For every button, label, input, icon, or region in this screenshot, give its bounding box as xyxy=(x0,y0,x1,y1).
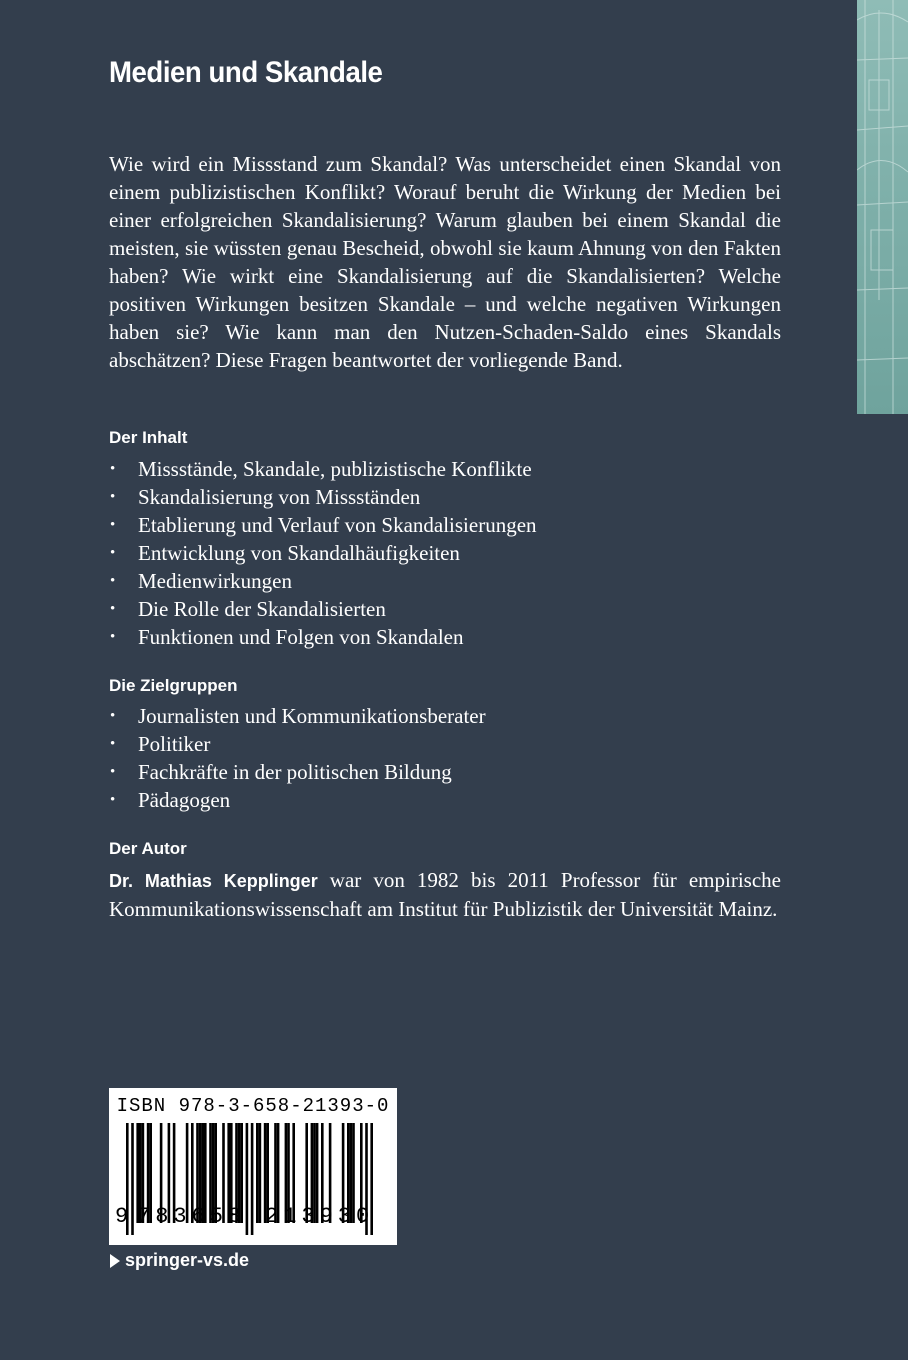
isbn-barcode xyxy=(109,1088,397,1245)
list-item: • Entwicklung von Skandalhäufigkeiten xyxy=(109,539,537,567)
intro-paragraph: Wie wird ein Missstand zum Skandal? Was unterscheidet einen Skandal von einem publizistischen Konflikt? Worauf beruht die Wirkung der Medien bei einer erfolgreichen Skandalisierung? Warum glauben bei einem Skandal die meisten, sie wüssten genau Bescheid, obwohl sie kaum Ahnung von den Fakten haben? Wie wirkt eine Skandalisierung auf die Skandalisierten? Welche positiven Wirkungen besitzen Skandale – und welche negativen Wirkungen haben sie? Wie kann man den Nutzen-Schaden-Saldo eines Skandals abschätzen? Diese Fragen beantwortet der vorliegende Band. xyxy=(109,152,781,372)
list-item: • Fachkräfte in der politischen Bildung xyxy=(109,758,486,786)
list-item: • Etablierung und Verlauf von Skandalisierungen xyxy=(109,511,537,539)
arrow-right-icon xyxy=(110,1254,120,1268)
ean-first-digit: 9 xyxy=(115,1204,129,1229)
architectural-sketch xyxy=(857,0,908,414)
author-heading: Der Autor xyxy=(109,839,187,858)
contents-list xyxy=(109,455,537,651)
contents-heading: Der Inhalt xyxy=(109,428,188,447)
publisher-url: springer-vs.de xyxy=(125,1250,250,1270)
isbn-label: ISBN 978-3-658-21393-0 xyxy=(116,1095,390,1117)
list-item: • Politiker xyxy=(109,730,486,758)
list-item: • Medienwirkungen xyxy=(109,567,537,595)
author-bio xyxy=(109,866,781,923)
publisher-link[interactable] xyxy=(110,1250,249,1271)
spine-image-strip xyxy=(857,0,908,414)
ean-right-group: 213930 xyxy=(265,1204,375,1229)
author-bio-text: war von 1982 bis 2011 Professor für empirische Kommunikationswissenschaft am Institut für Publizistik der Universität Mainz. xyxy=(109,868,781,921)
list-item: • Funktionen und Folgen von Skandalen xyxy=(109,623,537,651)
list-item: • Skandalisierung von Missständen xyxy=(109,483,537,511)
barcode-bar xyxy=(256,1123,259,1223)
barcode-bar xyxy=(131,1123,134,1235)
list-item: • Die Rolle der Skandalisierten xyxy=(109,595,537,623)
page-title: Medien und Skandale xyxy=(109,56,383,89)
list-item: • Pädagogen xyxy=(109,786,486,814)
list-item: • Journalisten und Kommunikationsberater xyxy=(109,702,486,730)
audience-list xyxy=(109,702,486,814)
author-name: Dr. Mathias Kepplinger xyxy=(109,871,318,891)
ean-left-group: 783658 xyxy=(137,1204,247,1229)
list-item: • Missstände, Skandale, publizistische Konflikte xyxy=(109,455,537,483)
barcode-bar xyxy=(251,1123,254,1235)
audience-heading: Die Zielgruppen xyxy=(109,676,238,695)
barcode-bar xyxy=(259,1123,262,1223)
